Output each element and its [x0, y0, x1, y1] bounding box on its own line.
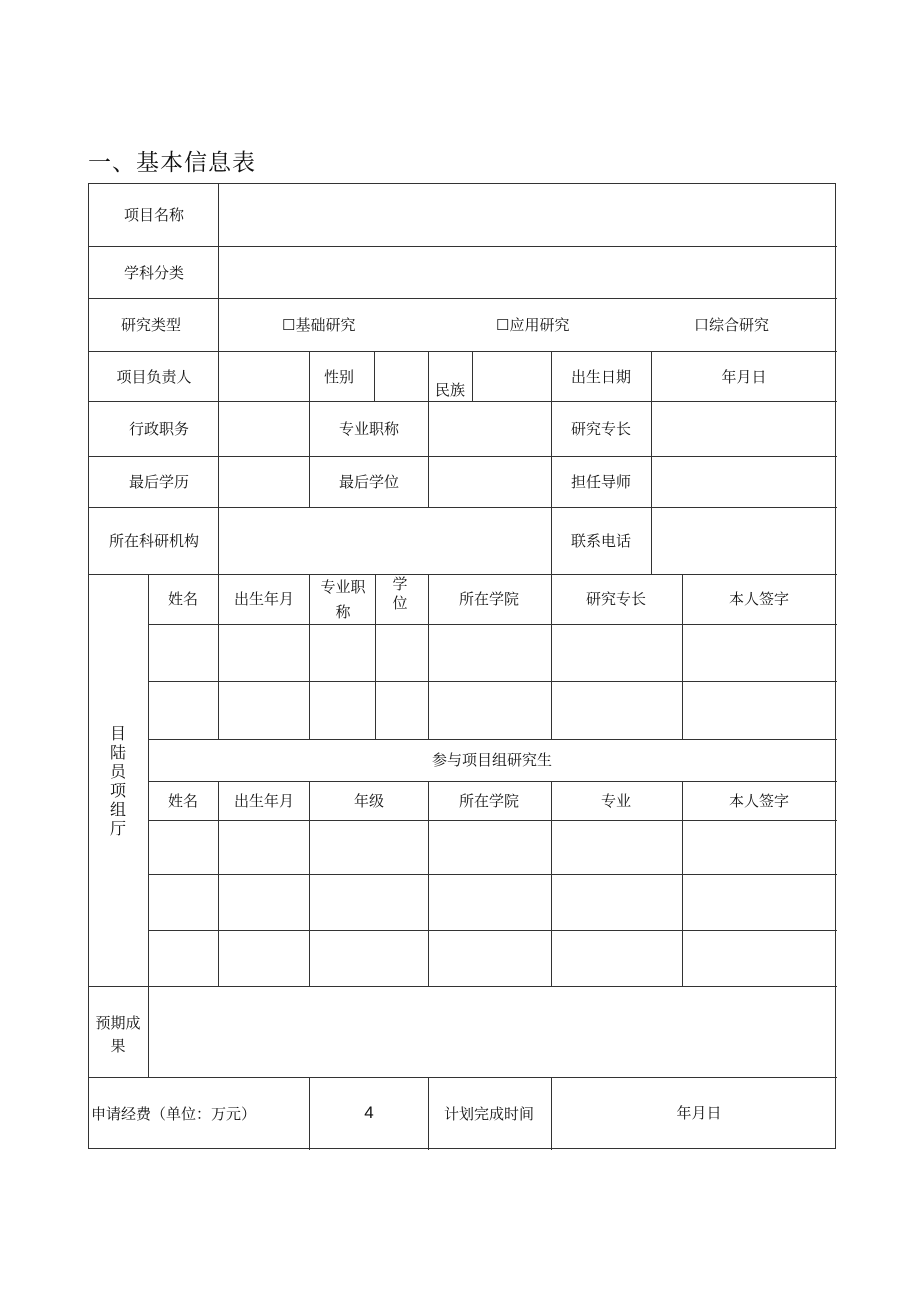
birth-date-label: 出生日期 — [570, 368, 632, 386]
plan-time-label: 计划完成时间 — [443, 1105, 535, 1123]
grad-header-major: 专业 — [600, 792, 632, 810]
expected-label-2: 果 — [110, 1037, 126, 1055]
admin-post-label: 行政职务 — [128, 420, 190, 438]
institution-label: 所在科研机构 — [108, 532, 200, 550]
ethnicity-label: 民族 — [434, 381, 466, 399]
basic-info-table — [88, 183, 836, 1149]
birth-date-value: 年月日 — [721, 368, 767, 386]
grad-header-birth: 出生年月 — [233, 792, 295, 810]
applied-research-label: 应用研究 — [509, 316, 570, 334]
last-degree-label: 最后学位 — [338, 473, 400, 491]
supervisor-label: 担任导师 — [570, 473, 632, 491]
plan-time-value: 年月日 — [676, 1104, 722, 1122]
checkbox-applied-research[interactable] — [496, 316, 569, 334]
comprehensive-research-label: 综合研究 — [709, 316, 770, 334]
checkbox-comprehensive-research[interactable] — [694, 316, 769, 334]
grad-header-college: 所在学院 — [458, 792, 520, 810]
grad-header-grade: 年级 — [353, 792, 385, 810]
expected-label-1: 预期成 — [95, 1014, 141, 1032]
member-header-specialty: 研究专长 — [585, 590, 647, 608]
checkbox-icon: ☐ — [496, 316, 510, 334]
member-header-degree-1: 学 — [392, 575, 408, 593]
member-header-title-2: 称 — [335, 603, 351, 621]
checkbox-basic-research[interactable] — [282, 316, 355, 334]
research-type-label: 研究类型 — [120, 316, 182, 334]
funding-label: 申请经费（单位：万元） — [91, 1105, 257, 1123]
members-side-label: 目 陆 员 项 组 厅 — [109, 724, 126, 838]
member-header-title-1: 专业职 — [320, 578, 366, 596]
leader-label: 项目负责人 — [116, 368, 192, 386]
member-header-signature: 本人签字 — [728, 590, 790, 608]
prof-title-label: 专业职称 — [338, 420, 400, 438]
member-header-college: 所在学院 — [458, 590, 520, 608]
funding-amount: 4 — [364, 1103, 374, 1122]
last-edu-label: 最后学历 — [128, 473, 190, 491]
checkbox-icon: 口 — [694, 316, 710, 334]
grad-section-title: 参与项目组研究生 — [431, 751, 553, 769]
member-header-birth: 出生年月 — [233, 590, 295, 608]
gender-label: 性别 — [323, 368, 355, 386]
discipline-label: 学科分类 — [123, 264, 185, 282]
member-header-degree-2: 位 — [392, 594, 408, 612]
basic-research-label: 基础研究 — [295, 316, 356, 334]
grad-header-name: 姓名 — [167, 792, 199, 810]
checkbox-icon: ☐ — [282, 316, 296, 334]
section-title: 一、基本信息表 — [88, 150, 256, 176]
grad-header-signature: 本人签字 — [728, 792, 790, 810]
member-header-name: 姓名 — [167, 590, 199, 608]
phone-label: 联系电话 — [570, 532, 632, 550]
specialty-label: 研究专长 — [570, 420, 632, 438]
project-name-label: 项目名称 — [123, 206, 185, 224]
